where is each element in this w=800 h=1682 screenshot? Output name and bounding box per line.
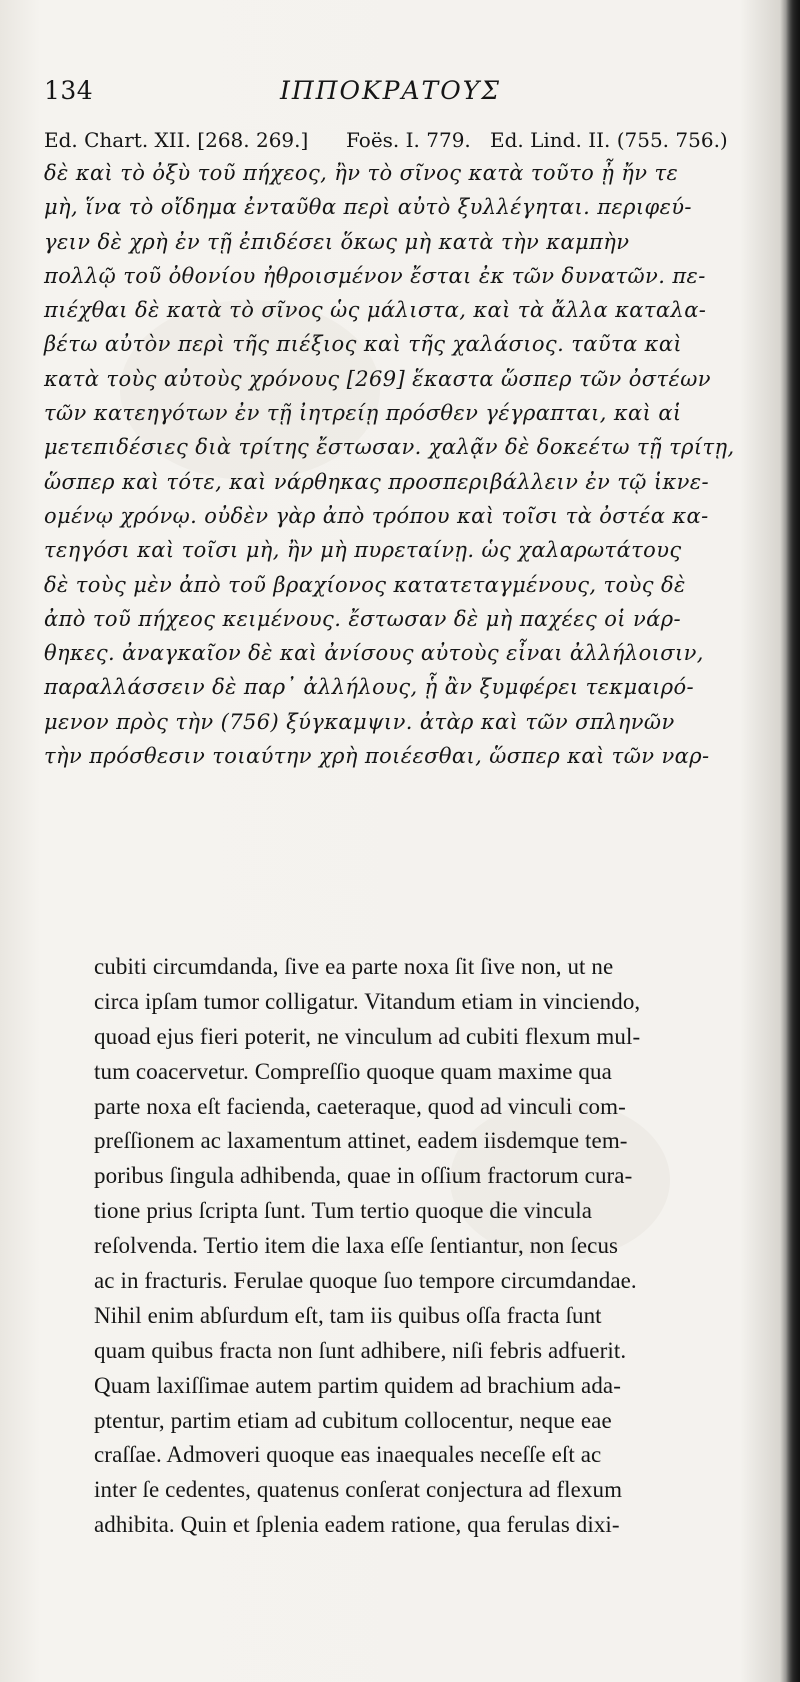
greek-text-block bbox=[44, 156, 762, 773]
latin-text-line: cubiti circumdanda, ſive ea parte noxa ſit ſive non, ut ne bbox=[94, 954, 614, 979]
book-spine-shadow bbox=[786, 0, 800, 1682]
edition-reference-foes: Foës. I. 779. bbox=[346, 128, 471, 152]
latin-text-line: craſſae. Admoveri quoque eas inaequales neceſſe eſt ac bbox=[94, 1442, 602, 1468]
greek-text-line: μενον πρὸς τὴν (756) ξύγκαμψιν. ἀτὰρ καὶ τῶν σπληνῶν bbox=[44, 709, 675, 734]
greek-text-line: κατὰ τοὺς αὐτοὺς χρόνους [269] ἕκαστα ὥσπερ τῶν ὀστέων bbox=[44, 366, 711, 391]
greek-text-line: πιέχθαι δὲ κατὰ τὸ σῖνος ὡς μάλιστα, καὶ τὰ ἄλλα καταλα- bbox=[44, 298, 707, 323]
latin-text-line: preſſionem ac laxamentum attinet, eadem iisdemque tem- bbox=[94, 1128, 628, 1154]
running-title: ΙΠΠΟΚΡΑΤΟΥΣ bbox=[280, 76, 501, 105]
greek-text-line: ομένῳ χρόνῳ. οὐδὲν γὰρ ἀπὸ τρόπου καὶ τοῖσι τὰ ὀστέα κα- bbox=[44, 503, 709, 528]
latin-text-line: parte noxa eſt facienda, caeteraque, quod ad vinculi com- bbox=[94, 1093, 626, 1119]
greek-text-line: πολλῷ τοῦ ὀθονίου ἠθροισμένον ἔσται ἐκ τῶν δυνατῶν. πε- bbox=[44, 263, 706, 288]
greek-text-line: τῶν κατεηγότων ἐν τῇ ἰητρείῃ πρόσθεν γέγραπται, καὶ αἱ bbox=[44, 401, 682, 426]
latin-text-line: quoad ejus fieri poterit, ne vinculum ad cubiti flexum mul- bbox=[94, 1023, 641, 1049]
greek-text-line: δὲ καὶ τὸ ὀξὺ τοῦ πήχεος, ἢν τὸ σῖνος κατὰ τοῦτο ᾖ ἤν τε bbox=[44, 161, 679, 185]
greek-text-line: δὲ τοὺς μὲν ἀπὸ τοῦ βραχίονος κατατεταγμένους, τοὺς δὲ bbox=[44, 572, 686, 597]
latin-text-line: circa ipſam tumor colligatur. Vitandum etiam in vinciendo, bbox=[94, 988, 641, 1014]
greek-text-line: γειν δὲ χρὴ ἐν τῇ ἐπιδέσει ὅκως μὴ κατὰ τὴν καμπὴν bbox=[44, 229, 630, 254]
latin-text-line: ptentur, partim etiam ad cubitum collocentur, neque eae bbox=[94, 1407, 612, 1433]
latin-text-block bbox=[94, 950, 774, 1543]
greek-text-line: βέτω αὐτὸν περὶ τῆς πιέξιος καὶ τῆς χαλάσιος. ταῦτα καὶ bbox=[44, 332, 683, 357]
latin-text-line: ac in fracturis. Ferulae quoque ſuo tempore circumdandae. bbox=[94, 1268, 637, 1294]
greek-text-line: μὴ, ἵνα τὸ οἴδημα ἐνταῦθα περὶ αὐτὸ ξυλλέγηται. περιφεύ- bbox=[44, 195, 692, 220]
greek-text-line: ὥσπερ καὶ τότε, καὶ νάρθηκας προσπεριβάλλειν ἐν τῷ ἱκνε- bbox=[44, 469, 710, 494]
latin-text-line: poribus ſingula adhibenda, quae in oſſium fractorum cura- bbox=[94, 1163, 633, 1189]
edition-reference-linden: Ed. Lind. II. (755. 756.) bbox=[490, 128, 728, 152]
latin-text-line: tum coacervetur. Compreſſio quoque quam maxime qua bbox=[94, 1058, 612, 1084]
greek-text-line: θηκες. ἀναγκαῖον δὲ καὶ ἀνίσους αὐτοὺς εἶναι ἀλλήλοισιν, bbox=[44, 641, 704, 666]
greek-text-line: παραλλάσσειν δὲ παρ᾽ ἀλλήλους, ᾗ ἂν ξυμφέρει τεκμαιρό- bbox=[44, 675, 694, 700]
greek-text-line: μετεπιδέσιες διὰ τρίτης ἔστωσαν. χαλᾷν δὲ δοκεέτω τῇ τρίτῃ, bbox=[44, 435, 735, 460]
latin-text-line: quam quibus fracta non ſunt adhibere, niſi febris adfuerit. bbox=[94, 1337, 627, 1363]
page-header bbox=[44, 76, 774, 116]
latin-text-line: adhibita. Quin et ſplenia eadem ratione, qua ferulas dixi- bbox=[94, 1512, 620, 1538]
edition-reference-chartier: Ed. Chart. XII. [268. 269.] bbox=[44, 128, 309, 152]
greek-text-line: τὴν πρόσθεσιν τοιαύτην χρὴ ποιέεσθαι, ὥσπερ καὶ τῶν ναρ- bbox=[44, 744, 710, 769]
latin-text-line: tione prius ſcripta ſunt. Tum tertio quoque die vincula bbox=[94, 1198, 593, 1224]
latin-text-line: Quam laxiſſimae autem partim quidem ad brachium ada- bbox=[94, 1372, 621, 1398]
greek-text-line: τεηγόσι καὶ τοῖσι μὴ, ἢν μὴ πυρεταίνῃ. ὡς χαλαρωτάτους bbox=[44, 538, 682, 563]
greek-text-line: ἀπὸ τοῦ πήχεος κειμένους. ἔστωσαν δὲ μὴ παχέες οἱ νάρ- bbox=[44, 606, 681, 631]
latin-text-line: Nihil enim abſurdum eſt, tam iis quibus oſſa fracta ſunt bbox=[94, 1302, 602, 1328]
latin-text-line: reſolvenda. Tertio item die laxa eſſe ſentiantur, non ſecus bbox=[94, 1233, 619, 1259]
page-number: 134 bbox=[44, 76, 94, 105]
latin-text-line: inter ſe cedentes, quatenus conſerat conjectura ad flexum bbox=[94, 1477, 623, 1503]
